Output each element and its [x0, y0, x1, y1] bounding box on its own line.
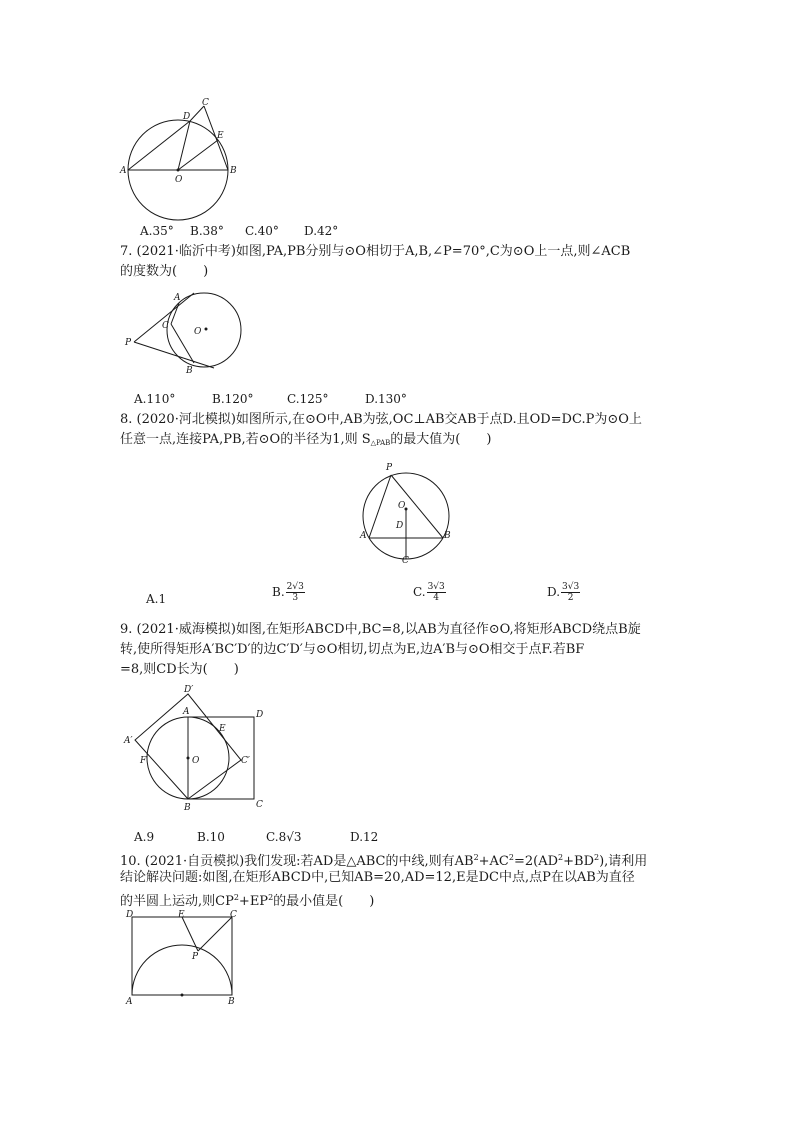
q9-label-e: E — [219, 724, 226, 734]
q8-label-p: P — [386, 463, 393, 473]
q10-label-b: B — [228, 997, 235, 1007]
q10-sup-5: 2 — [233, 893, 239, 902]
q8-line-pa — [369, 475, 391, 538]
q7-label-a: A — [174, 293, 181, 303]
q6-label-o: O — [175, 175, 183, 185]
q7-tangent-pb — [134, 342, 214, 368]
q8-option-d-den: 2 — [567, 593, 574, 603]
q9-stem-line1: 9. (2021·威海模拟)如图,在矩形ABCD中,BC=8,以AB为直径作⊙O,将矩形ABCD绕点B旋 — [120, 622, 641, 637]
q10-line1-mid1: +AC — [478, 854, 509, 869]
q8-label-d: D — [396, 521, 404, 531]
q8-label-c: C — [402, 556, 409, 566]
q8-option-b-fraction — [286, 582, 305, 603]
q6-line-ad — [128, 121, 190, 170]
q6-option-c: C.40° — [245, 224, 279, 238]
q10-center-dot — [181, 994, 184, 997]
q10-label-p: P — [192, 952, 199, 962]
q6-line-cb — [204, 106, 228, 170]
q10-line1-post: ),请利用 — [599, 854, 648, 869]
q10-stem-line3 — [120, 888, 374, 912]
q9-label-a: A — [183, 707, 190, 717]
q6-option-a: A.35° — [140, 224, 174, 238]
q8-label-o: O — [398, 501, 406, 511]
q10-sup-6: 2 — [268, 893, 274, 902]
q7-label-o: O — [194, 327, 202, 337]
q10-label-c: C — [230, 910, 237, 920]
q7-label-b: B — [186, 366, 193, 376]
q10-line3-post: 的最小值是( ) — [273, 894, 375, 909]
q7-label-p: P — [125, 338, 132, 348]
q6-figure — [118, 98, 243, 183]
q8-option-a: A.1 — [146, 592, 167, 606]
q9-stem-line2: 转,使所得矩形A′BC′D′的边C′D′与⊙O相切,切点为E,边A′B与⊙O相交于点F.若BF — [120, 642, 585, 657]
q9-label-d-prime: D′ — [184, 685, 194, 695]
q8-option-c — [413, 582, 446, 603]
q8-label-b: B — [444, 531, 451, 541]
q10-stem-line2: 结论解决问题:如图,在矩形ABCD中,已知AB=20,AD=12,E是DC中点,点P在以AB为直径 — [120, 870, 635, 885]
q6-label-b: B — [230, 166, 237, 176]
q7-tangent-pa — [134, 293, 194, 342]
q9-figure — [120, 683, 270, 813]
q9-option-d: D.12 — [350, 830, 379, 844]
q9-option-c: C.8√3 — [266, 830, 302, 844]
q10-label-d: D — [126, 910, 134, 920]
q9-option-a: A.9 — [134, 830, 155, 844]
q10-sup-4: 2 — [594, 853, 600, 862]
q10-label-a: A — [126, 997, 133, 1007]
q10-line1-mid3: +BD — [563, 854, 594, 869]
q7-chord-cb — [171, 324, 194, 363]
q8-option-c-num: 3√3 — [427, 582, 445, 592]
q8-option-b-prefix: B. — [272, 585, 285, 599]
q9-option-b: B.10 — [197, 830, 225, 844]
q7-figure — [122, 288, 247, 378]
q8-option-c-fraction — [427, 582, 446, 603]
q8-stem-line2 — [120, 430, 491, 453]
q9-label-c: C — [256, 800, 263, 810]
q9-label-a-prime: A′ — [124, 736, 133, 746]
q10-sup-1: 2 — [473, 853, 479, 862]
q6-label-e: E — [217, 131, 224, 141]
q9-label-b: B — [184, 803, 191, 813]
q9-label-f: F — [140, 756, 147, 766]
q8-label-a: A — [360, 531, 367, 541]
q7-option-b: B.120° — [212, 392, 254, 406]
q6-label-d: D — [183, 112, 191, 122]
q8-option-b — [272, 582, 305, 603]
q8-option-c-den: 4 — [433, 593, 440, 603]
q9-center-dot — [187, 757, 190, 760]
q8-option-d-prefix: D. — [547, 585, 561, 599]
q10-line3-pre: 的半圆上运动,则CP — [120, 894, 234, 909]
q8-stem-line1: 8. (2020·河北模拟)如图所示,在⊙O中,AB为弦,OC⊥AB交AB于点D.且OD=DC.P为⊙O上 — [120, 412, 642, 427]
q8-option-b-num: 2√3 — [286, 582, 304, 592]
q8-stem-sub: △PAB — [370, 439, 391, 447]
q7-option-a: A.110° — [134, 392, 176, 406]
q8-option-d-num: 3√3 — [562, 582, 580, 592]
q9-label-o: O — [192, 756, 200, 766]
q6-option-b: B.38° — [190, 224, 224, 238]
q10-line3-mid: +EP — [238, 894, 269, 909]
q10-line1-pre: 10. (2021·自贡模拟)我们发现:若AD是△ABC的中线,则有AB — [120, 854, 474, 869]
q8-option-c-prefix: C. — [413, 585, 426, 599]
q8-stem-line2-pre: 任意一点,连接PA,PB,若⊙O的半径为1,则 S — [120, 432, 371, 447]
q6-label-a: A — [120, 166, 127, 176]
q10-figure — [122, 910, 240, 1010]
q9-stem-line3: =8,则CD长为( ) — [120, 662, 239, 677]
q10-semicircle — [132, 945, 232, 995]
q6-label-c: C — [202, 98, 209, 108]
q8-figure — [356, 458, 456, 566]
q10-sup-3: 2 — [558, 853, 564, 862]
q8-option-d-fraction — [561, 582, 580, 603]
q9-label-d: D — [256, 710, 264, 720]
q8-stem-line2-post: 的最大值为( ) — [390, 432, 492, 447]
q8-option-d — [547, 582, 580, 603]
q7-stem-line1: 7. (2021·临沂中考)如图,PA,PB分别与⊙O相切于A,B,∠P=70°,C为⊙O上一点,则∠ACB — [120, 244, 631, 259]
q7-chord-ca — [171, 303, 179, 324]
q6-option-d: D.42° — [304, 224, 339, 238]
q6-center-dot — [177, 169, 180, 172]
q10-sup-2: 2 — [508, 853, 514, 862]
q8-option-b-den: 3 — [292, 593, 299, 603]
q7-stem-line2: 的度数为( ) — [120, 264, 209, 279]
q10-line-cp — [198, 917, 232, 951]
q6-line-dc — [190, 106, 204, 121]
q7-label-c: C — [162, 321, 169, 331]
q9-label-c-prime: C′ — [241, 756, 250, 766]
q7-center-dot — [205, 328, 208, 331]
q10-line1-mid2: =2(AD — [513, 854, 559, 869]
q7-option-d: D.130° — [365, 392, 407, 406]
q10-label-e: E — [178, 910, 185, 920]
q10-rect-abcd — [132, 917, 232, 995]
q7-option-c: C.125° — [287, 392, 329, 406]
